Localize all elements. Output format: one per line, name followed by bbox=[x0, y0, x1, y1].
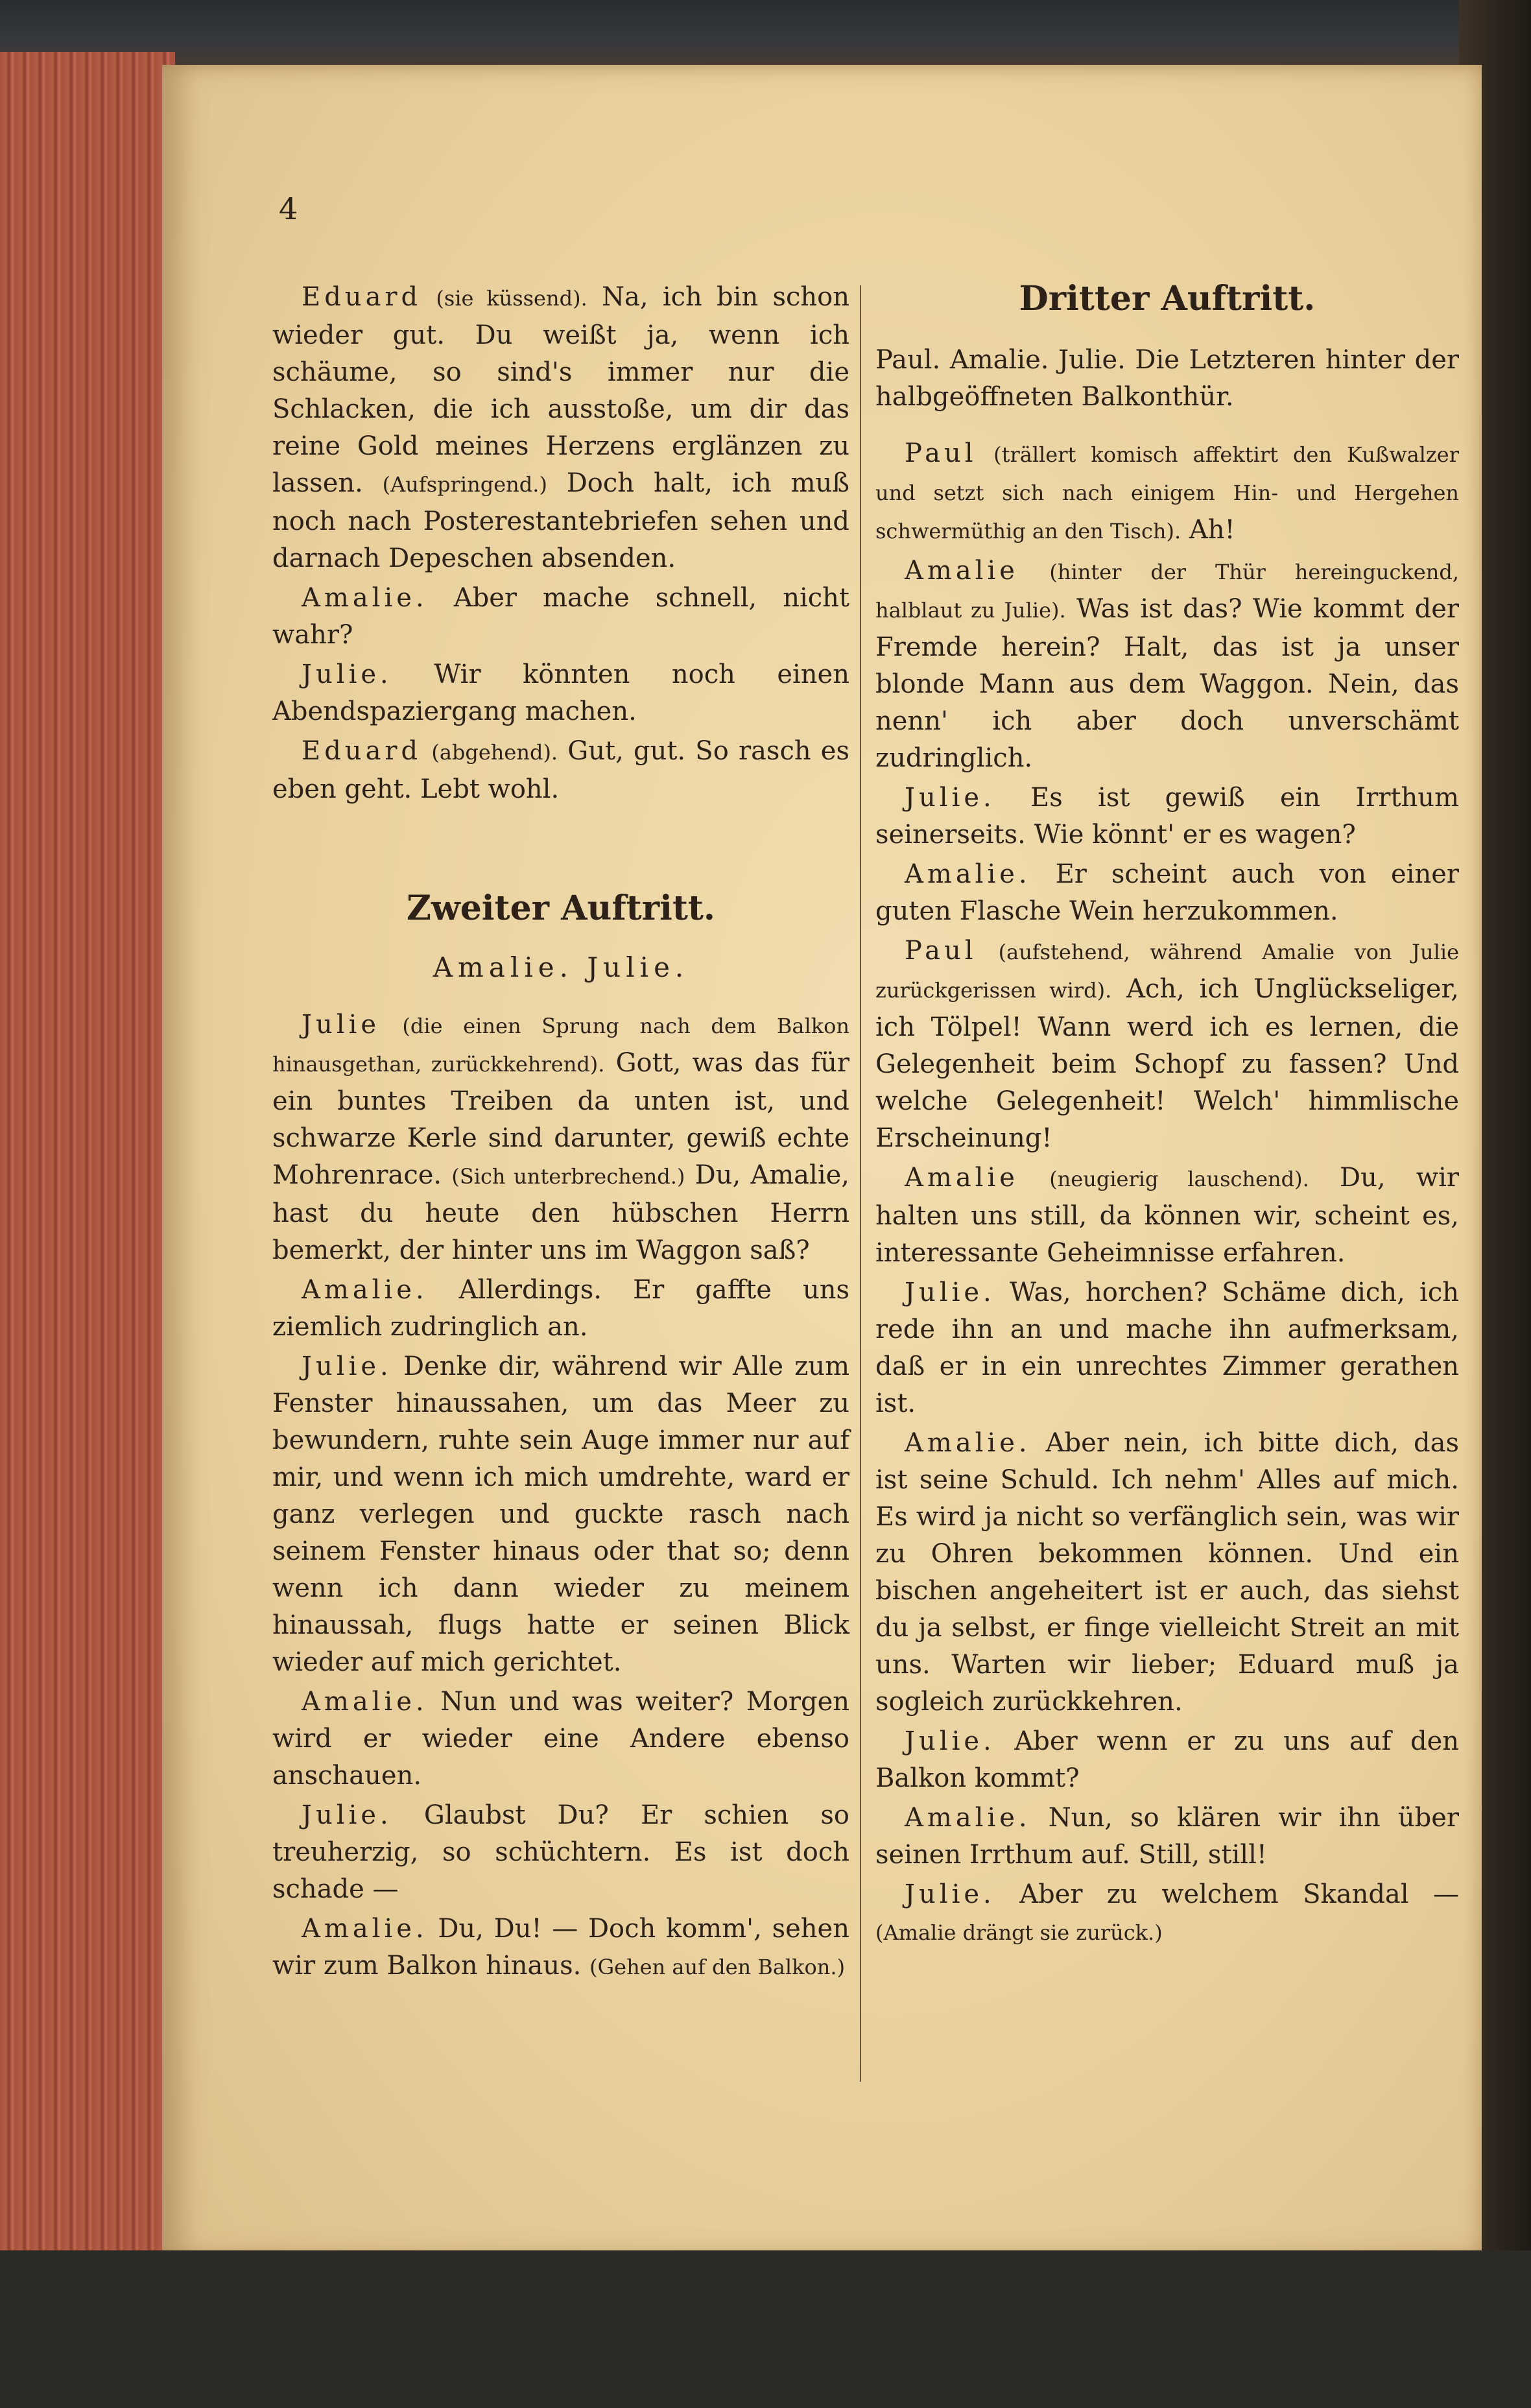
stage-direction: (die einen Sprung nach dem Balkon hinausgethan, zurückkehrend). bbox=[272, 1014, 850, 1077]
stage-direction: (hinter der Thür hereinguckend, halblaut zu Julie). bbox=[875, 560, 1459, 623]
speaker-name: Amalie. bbox=[905, 1428, 1031, 1458]
speaker-name: Julie. bbox=[905, 1726, 995, 1756]
dialogue-line bbox=[272, 1797, 849, 1908]
dialogue-line bbox=[875, 856, 1459, 930]
right-column bbox=[875, 279, 1459, 1954]
speaker-name: Amalie. bbox=[905, 1803, 1031, 1833]
speaker-name: Amalie. bbox=[302, 1914, 428, 1944]
speaker-name: Eduard bbox=[302, 282, 422, 312]
dialogue-line bbox=[875, 435, 1459, 550]
dialogue-line bbox=[272, 1684, 849, 1794]
dialogue-line bbox=[272, 1272, 849, 1346]
spoken-text: Aber wenn er zu uns auf den Balkon kommt? bbox=[875, 1726, 1459, 1793]
stage-direction: (Gehen auf den Balkon.) bbox=[589, 1955, 846, 1979]
spoken-text: Du, Du! — Doch komm', sehen wir zum Balkon hinaus. bbox=[272, 1914, 849, 1981]
stage-direction: (aufstehend, während Amalie von Julie zurückgerissen wird). bbox=[875, 940, 1459, 1003]
dialogue-line bbox=[272, 1007, 849, 1269]
spoken-text: Er scheint auch von einer guten Flasche Wein herzukommen. bbox=[875, 859, 1460, 926]
speaker-name: Julie. bbox=[302, 660, 392, 689]
speaker-name: Eduard bbox=[302, 736, 422, 766]
dialogue-line bbox=[272, 733, 849, 808]
speaker-name: Paul bbox=[905, 438, 977, 468]
spoken-text: Was, horchen? Schäme dich, ich rede ihn an und mache ihn aufmerksam, daß er in ein unrechtes Zimmer gerathen ist. bbox=[875, 1278, 1459, 1418]
dialogue-line bbox=[272, 1911, 849, 1986]
speaker-name: Julie. bbox=[905, 783, 995, 813]
dialogue-line bbox=[875, 1723, 1459, 1797]
book-cover-top bbox=[0, 0, 1531, 71]
dialogue-line bbox=[272, 279, 849, 577]
stage-direction: (Sich unterbrechend.) bbox=[451, 1164, 685, 1189]
dialogue-line bbox=[875, 780, 1459, 853]
column-divider bbox=[860, 285, 861, 2082]
spacer bbox=[272, 928, 849, 951]
speaker-name: Paul bbox=[905, 936, 977, 966]
stage-direction: (neugierig lauschend). bbox=[1049, 1167, 1309, 1191]
spoken-text: Gott, was das für ein buntes Treiben da unten ist, und schwarze Kerle sind darunter, gewiß echte Mohrenrace. bbox=[272, 1048, 850, 1190]
speaker-name: Amalie. bbox=[302, 583, 428, 613]
page-edges bbox=[0, 52, 175, 2270]
spoken-text: Aber zu welchem Skandal — bbox=[1019, 1879, 1460, 1909]
speaker-name: Julie. bbox=[905, 1278, 995, 1307]
spoken-text: Du, wir halten uns still, da können wir, scheint es, interessante Geheimnisse erfahren. bbox=[875, 1163, 1460, 1268]
spoken-text: Was ist das? Wie kommt der Fremde herein? Halt, das ist ja unser blonde Mann aus dem Waggon. Nein, das nenn' ich aber doch unverschämt zudringlich. bbox=[875, 594, 1460, 773]
dialogue-line bbox=[875, 1274, 1459, 1422]
dialogue-block bbox=[272, 1007, 849, 1986]
stage-direction: (trällert komisch affektirt den Kußwalzer und setzt sich nach einigem Hin- und Hergehen schwermüthig an den Tisch). bbox=[875, 442, 1460, 543]
speaker-name: Amalie bbox=[905, 1163, 1019, 1193]
spacer bbox=[875, 416, 1459, 435]
scene-heading: Zweiter Auftritt. bbox=[407, 888, 715, 928]
stage-direction: (Aufspringend.) bbox=[382, 472, 547, 497]
speaker-name: Amalie bbox=[905, 556, 1019, 586]
spoken-text: Glaubst Du? Er schien so treuherzig, so schüchtern. Es ist doch schade — bbox=[272, 1800, 849, 1904]
speaker-name: Amalie. bbox=[302, 1687, 428, 1717]
dialogue-block bbox=[875, 435, 1459, 1951]
spoken-text: Wir könnten noch einen Abendspaziergang machen. bbox=[272, 660, 849, 726]
dialogue-line bbox=[875, 1800, 1459, 1874]
dialogue-block bbox=[272, 279, 849, 808]
spoken-text: Du, Amalie, hast du heute den hübschen Herrn bemerkt, der hinter uns im Waggon saß? bbox=[272, 1160, 849, 1265]
speaker-name: Julie. bbox=[905, 1879, 995, 1909]
scene-heading: Dritter Auftritt. bbox=[1019, 279, 1316, 318]
spoken-text: Gut, gut. So rasch es eben geht. Lebt wohl. bbox=[272, 736, 849, 804]
left-column bbox=[272, 279, 849, 1988]
spoken-text: Doch halt, ich muß noch nach Posterestantebriefen sehen und darnach Depeschen absenden. bbox=[272, 468, 850, 573]
spoken-text: Denke dir, während wir Alle zum Fenster hinaussahen, um das Meer zu bewundern, ruhte sein Auge immer nur auf mir, und wenn ich mich umdrehte, ward er ganz verlegen und guckte rasch nach seinem Fenster hinaus oder that so; denn wenn ich dann wieder zu meinem hinaussah, flugs hatte er seinen Blick wieder auf mich gerichtet. bbox=[272, 1352, 849, 1677]
dialogue-line bbox=[875, 933, 1459, 1157]
stage-direction: (abgehend). bbox=[431, 740, 558, 765]
stage-direction: (sie küssend). bbox=[436, 286, 587, 311]
speaker-name: Julie. bbox=[302, 1800, 392, 1830]
dialogue-line bbox=[875, 1876, 1459, 1951]
dialogue-line bbox=[272, 656, 849, 730]
stage-direction: (Amalie drängt sie zurück.) bbox=[875, 1920, 1163, 1945]
speaker-name: Julie bbox=[302, 1010, 381, 1040]
spoken-text: Nun und was weiter? Morgen wird er wieder eine Andere ebenso anschauen. bbox=[272, 1687, 849, 1791]
spoken-text: Na, ich bin schon wieder gut. Du weißt ja, wenn ich schäume, so sind's immer nur die Schlacken, die ich ausstoße, um dir das reine Gold meines Herzens erglänzen zu lassen. bbox=[272, 282, 849, 498]
spoken-text: Ah! bbox=[1189, 515, 1235, 545]
spacer bbox=[272, 983, 849, 1007]
spacer bbox=[875, 318, 1459, 342]
speaker-name: Amalie. bbox=[302, 1275, 428, 1305]
scene-cast: Amalie. Julie. bbox=[433, 951, 689, 983]
dialogue-line bbox=[272, 580, 849, 654]
dialogue-line bbox=[272, 1348, 849, 1681]
scene-cast: Paul. Amalie. Julie. Die Letzteren hinter der halbgeöffneten Balkonthür. bbox=[875, 345, 1459, 412]
spoken-text: Allerdings. Er gaffte uns ziemlich zudringlich an. bbox=[272, 1275, 850, 1342]
page-number: 4 bbox=[279, 191, 298, 226]
spoken-text: Es ist gewiß ein Irrthum seinerseits. Wie könnt' er es wagen? bbox=[875, 783, 1460, 850]
book-bottom-background bbox=[0, 2250, 1531, 2408]
dialogue-line bbox=[875, 1160, 1459, 1272]
speaker-name: Amalie. bbox=[905, 859, 1031, 889]
dialogue-line bbox=[875, 553, 1459, 777]
spoken-text: Aber nein, ich bitte dich, das ist seine Schuld. Ich nehm' Alles auf mich. Es wird ja nicht so verfänglich sein, was wir zu Ohren bekommen können. Und ein bischen angeheitert ist er auch, das siehst du ja selbst, er finge vielleicht Streit an mit uns. Warten wir lieber; Eduard muß ja sogleich zurückkehren. bbox=[875, 1428, 1460, 1717]
spoken-text: Aber mache schnell, nicht wahr? bbox=[272, 583, 849, 650]
speaker-name: Julie. bbox=[302, 1352, 392, 1381]
spacer bbox=[272, 811, 849, 888]
spoken-text: Nun, so klären wir ihn über seinen Irrthum auf. Still, still! bbox=[875, 1803, 1459, 1870]
spoken-text: Ach, ich Unglückseliger, ich Tölpel! Wann werd ich es lernen, die Gelegenheit beim Schopf zu fassen? Und welche Gelegenheit! Welch' himmlische Erscheinung! bbox=[875, 974, 1459, 1153]
dialogue-line bbox=[875, 1425, 1459, 1721]
